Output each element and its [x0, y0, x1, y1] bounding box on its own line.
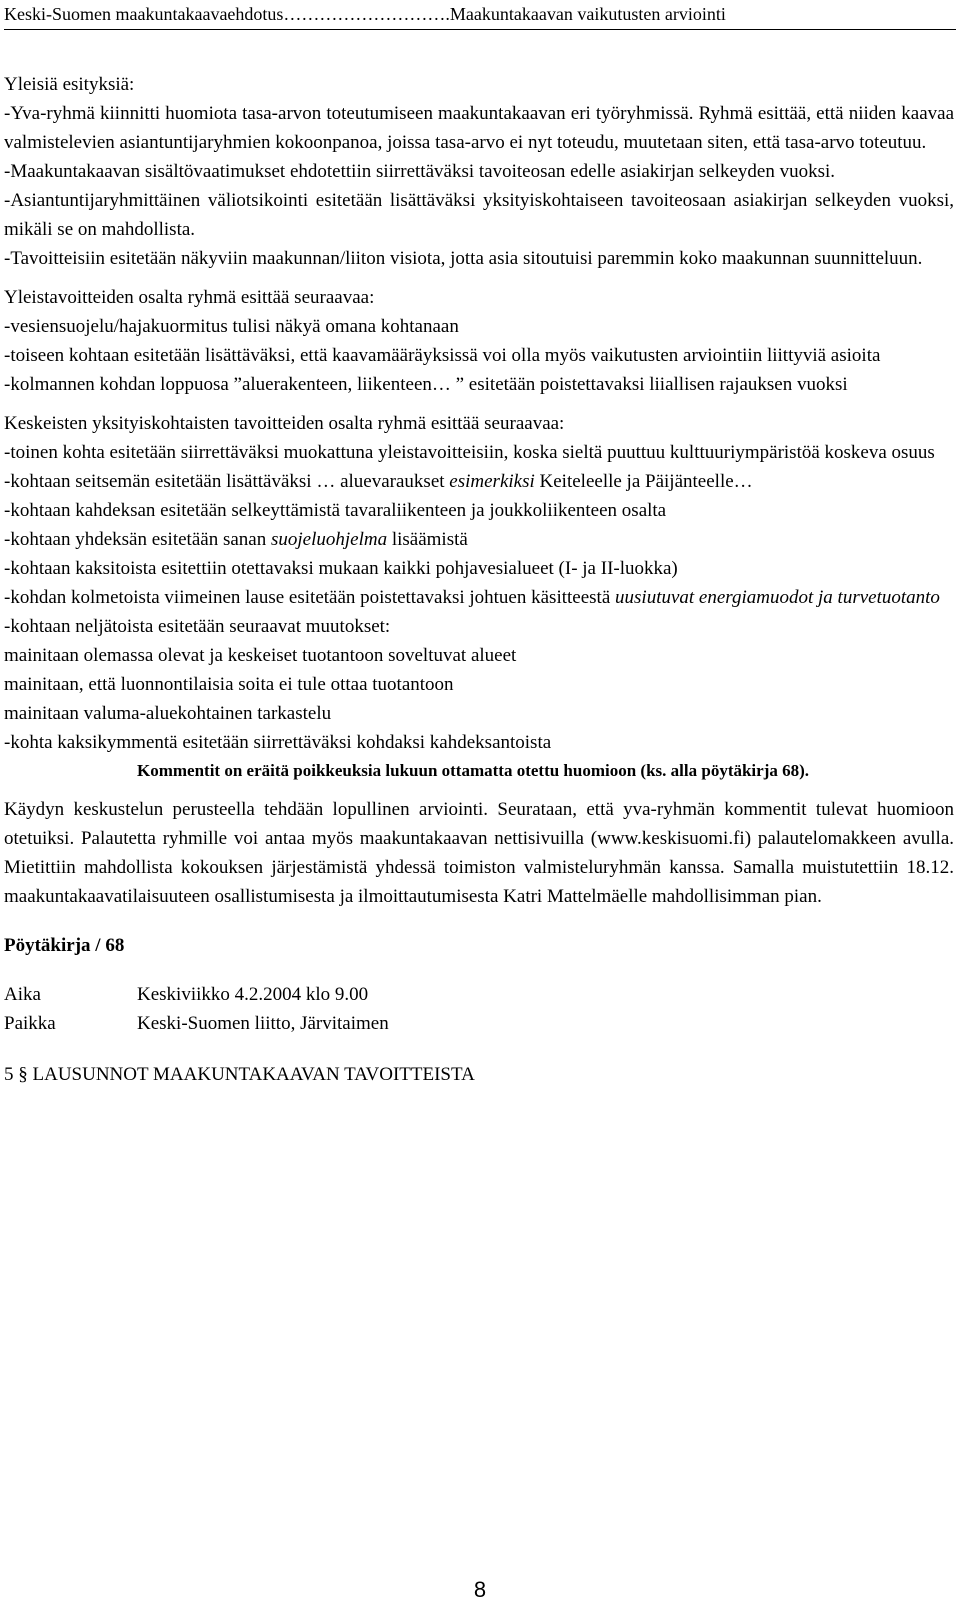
- list-item: -kolmannen kohdan loppuosa ”aluerakenteen, liikenteen… ” esitetään poistettavaksi liiallisen rajauksen vuoksi: [4, 374, 848, 395]
- list-item: -toiseen kohtaan esitetään lisättäväksi, että kaavamääräyksissä voi olla myös vaikutusten arviointiin liittyviä asioita: [4, 345, 881, 366]
- list-item: -toinen kohta esitetään siirrettäväksi muokattuna yleistavoitteisiin, koska sieltä puuttuu kulttuuriympäristöä koskeva osuus: [4, 442, 935, 463]
- text-run: -kohtaan seitsemän esitetään lisättäväksi … aluevaraukset: [4, 471, 450, 492]
- page-number: 8: [473, 1577, 487, 1602]
- list-item: [4, 467, 954, 496]
- section-heading-general: Yleisiä esityksiä:: [4, 74, 135, 95]
- text-run: -kohtaan yhdeksän esitetään sanan: [4, 529, 271, 550]
- list-item: -vesiensuojelu/hajakuormitus tulisi näkyä omana kohtanaan: [4, 316, 459, 337]
- section-heading-general-goals: Yleistavoitteiden osalta ryhmä esittää seuraavaa:: [4, 287, 375, 308]
- document-body: [4, 70, 954, 1089]
- list-item: -kohtaan kahdeksan esitetään selkeyttämistä tavaraliikenteen ja joukkoliikenteen osalta: [4, 500, 667, 521]
- list-item: mainitaan olemassa olevat ja keskeiset tuotantoon soveltuvat alueet: [4, 645, 517, 666]
- italic-text: esimerkiksi: [449, 471, 535, 492]
- list-item: [4, 525, 954, 554]
- minutes-place-value: Keski-Suomen liitto, Järvitaimen: [137, 1013, 389, 1034]
- list-item: -kohta kaksikymmentä esitetään siirrettäväksi kohdaksi kahdeksantoista: [4, 732, 552, 753]
- running-header: [4, 3, 956, 30]
- minutes-time-label: Aika: [4, 984, 41, 1005]
- minutes-place-row: [4, 1009, 954, 1038]
- list-item: [4, 583, 954, 612]
- minutes-title: Pöytäkirja / 68: [4, 935, 125, 956]
- list-item: -kohtaan kaksitoista esitettiin otettavaksi mukaan kaikki pohjavesialueet (I- ja II-luokka): [4, 558, 678, 579]
- paragraph: -Yva-ryhmä kiinnitti huomiota tasa-arvon toteutumiseen maakuntakaavan eri työryhmissä. Ryhmä esittää, että niiden kaavaa valmistelevien asiantuntijaryhmien kokoonpanoa, joissa tasa-arvo ei nyt toteudu, muutetaan siten, että tasa-arvo toteutuu.: [4, 103, 954, 153]
- italic-text: uusiutuvat energiamuodot ja turvetuotanto: [615, 587, 940, 608]
- comment-note: Kommentit on eräitä poikkeuksia lukuun ottamatta otettu huomioon (ks. alla pöytäkirja 68).: [137, 761, 810, 780]
- minutes-time-row: [4, 980, 954, 1009]
- list-item: -kohtaan neljätoista esitetään seuraavat muutokset:: [4, 616, 391, 637]
- list-item: mainitaan valuma-aluekohtainen tarkastelu: [4, 703, 332, 724]
- paragraph: -Asiantuntijaryhmittäinen väliotsikointi esitetään lisättäväksi yksityiskohtaiseen tavoiteosaan asiakirjan selkeyden vuoksi, mikäli se on mahdollista.: [4, 190, 954, 240]
- header-dots: ……………………….: [283, 4, 450, 24]
- text-run: -kohdan kolmetoista viimeinen lause esitetään poistettavaksi johtuen käsitteestä: [4, 587, 616, 608]
- paragraph: -Maakuntakaavan sisältövaatimukset ehdotettiin siirrettäväksi tavoiteosan edelle asiakirjan selkeyden vuoksi.: [4, 161, 835, 182]
- text-run: lisäämistä: [387, 529, 468, 550]
- header-right: Maakuntakaavan vaikutusten arviointi: [449, 4, 726, 24]
- list-item: mainitaan, että luonnontilaisia soita ei tule ottaa tuotantoon: [4, 674, 454, 695]
- italic-text: suojeluohjelma: [270, 529, 388, 550]
- paragraph: -Tavoitteisiin esitetään näkyviin maakunnan/liiton visiota, jotta asia sitoutuisi paremmin koko maakunnan suunnitteluun.: [4, 248, 923, 269]
- minutes-time-value: Keskiviikko 4.2.2004 klo 9.00: [137, 984, 369, 1005]
- minutes-place-label: Paikka: [4, 1013, 56, 1034]
- summary-paragraph: Käydyn keskustelun perusteella tehdään lopullinen arviointi. Seurataan, että yva-ryhmän kommentit tulevat huomioon otetuiksi. Palautetta ryhmille voi antaa myös maakuntakaavan nettisivuilla (www.keskisuomi.fi) palautelomakkeen avulla. Mietittiin mahdollista kokouksen järjestämistä yhdessä toimiston valmisteluryhmän kanssa. Samalla muistutettiin 18.12. maakuntakaavatilaisuuteen osallistumisesta ja ilmoittautumisesta Katri Mattelmäelle mahdollisimman pian.: [4, 799, 954, 907]
- text-run: Keiteleelle ja Päijänteelle…: [534, 471, 753, 492]
- minutes-section-heading: 5 § LAUSUNNOT MAAKUNTAKAAVAN TAVOITTEISTA: [4, 1064, 475, 1085]
- section-heading-detailed-goals: Keskeisten yksityiskohtaisten tavoitteiden osalta ryhmä esittää seuraavaa:: [4, 413, 565, 434]
- header-left: Keski-Suomen maakuntakaavaehdotus: [4, 4, 284, 24]
